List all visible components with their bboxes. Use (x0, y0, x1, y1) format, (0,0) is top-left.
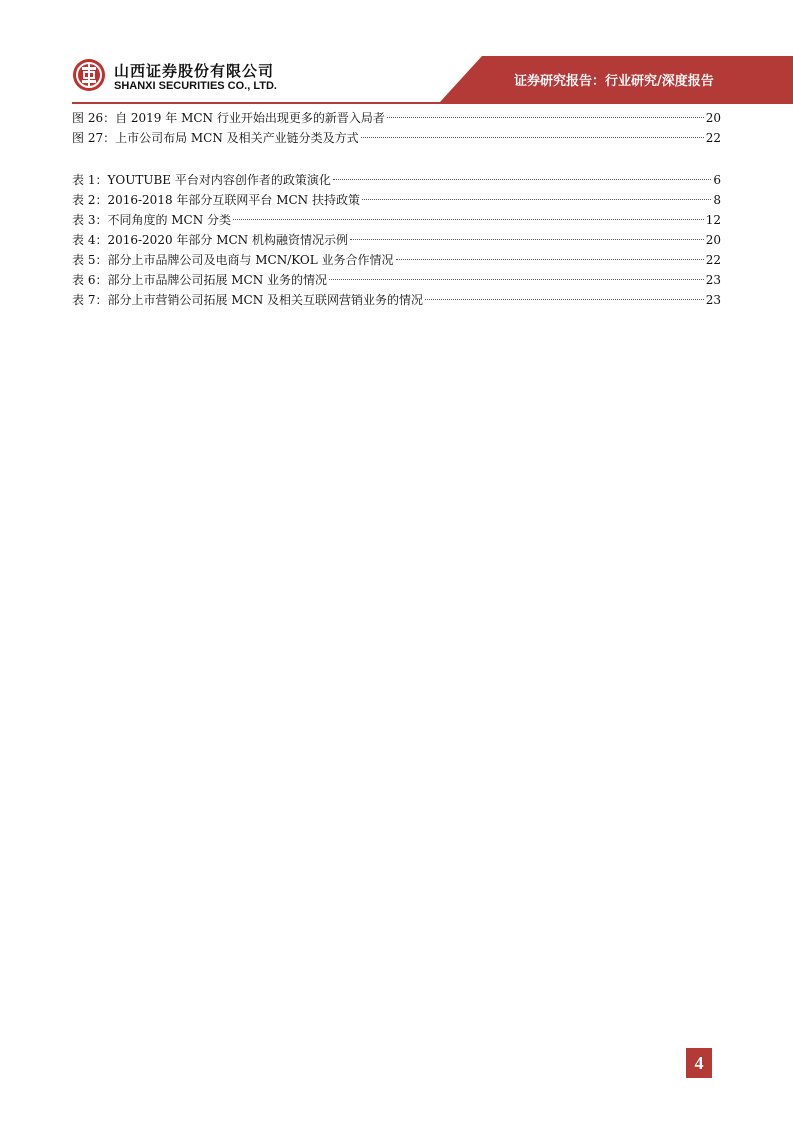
toc-entry-table-3[interactable] (72, 210, 721, 230)
toc-entry-table-4[interactable] (72, 230, 721, 250)
toc-entry-table-6[interactable] (72, 270, 721, 290)
toc-entry-page: 22 (705, 131, 721, 145)
toc-leader (362, 199, 711, 200)
header-divider (72, 102, 793, 104)
toc-entry-label: 表 1：YOUTUBE 平台对内容创作者的政策演化 (72, 173, 331, 187)
toc-entry-label: 表 3：不同角度的 MCN 分类 (72, 213, 232, 227)
toc-entry-table-1[interactable] (72, 170, 721, 190)
toc-entry-label: 表 4：2016-2020 年部分 MCN 机构融资情况示例 (72, 233, 348, 247)
toc-entry-label: 表 2：2016-2018 年部分互联网平台 MCN 扶持政策 (72, 193, 360, 207)
company-name-en: SHANXI SECURITIES CO., LTD. (114, 80, 277, 92)
toc-entry-label: 表 5：部分上市品牌公司及电商与 MCN/KOL 业务合作情况 (72, 253, 394, 267)
toc-entry-page: 22 (705, 253, 721, 267)
toc-entry-page: 23 (705, 293, 721, 307)
page-number: 4 (686, 1048, 712, 1078)
toc-entry-page: 20 (705, 111, 721, 125)
toc-entry-table-2[interactable] (72, 190, 721, 210)
toc-leader (329, 279, 704, 280)
report-type-title: 证券研究报告：行业研究/深度报告 (514, 74, 714, 89)
toc-entry-label: 表 6：部分上市品牌公司拓展 MCN 业务的情况 (72, 273, 328, 287)
toc-entry-page: 8 (713, 193, 721, 207)
toc-entry-figure-27[interactable] (72, 128, 721, 148)
toc-entry-label: 表 7：部分上市营销公司拓展 MCN 及相关互联网营销业务的情况 (72, 293, 424, 307)
toc-entry-label: 图 26：自 2019 年 MCN 行业开始出现更多的新晋入局者 (72, 111, 385, 125)
toc-entry-page: 6 (713, 173, 721, 187)
toc-entry-table-5[interactable] (72, 250, 721, 270)
toc-leader (387, 117, 704, 118)
toc-leader (396, 259, 704, 260)
toc-leader (350, 239, 704, 240)
toc-leader (361, 137, 704, 138)
page-header (0, 0, 793, 104)
toc-leader (333, 179, 712, 180)
toc-entry-page: 23 (705, 273, 721, 287)
toc-leader (233, 219, 704, 220)
toc-entry-table-7[interactable] (72, 290, 721, 310)
company-name-cn: 山西证券股份有限公司 (114, 62, 275, 80)
toc-entry-figure-26[interactable] (72, 108, 721, 128)
toc-entry-label: 图 27：上市公司布局 MCN 及相关产业链分类及方式 (72, 131, 359, 145)
toc-entry-page: 20 (705, 233, 721, 247)
company-logo-icon (72, 58, 106, 92)
toc-entry-page: 12 (705, 213, 721, 227)
toc-leader (425, 299, 704, 300)
